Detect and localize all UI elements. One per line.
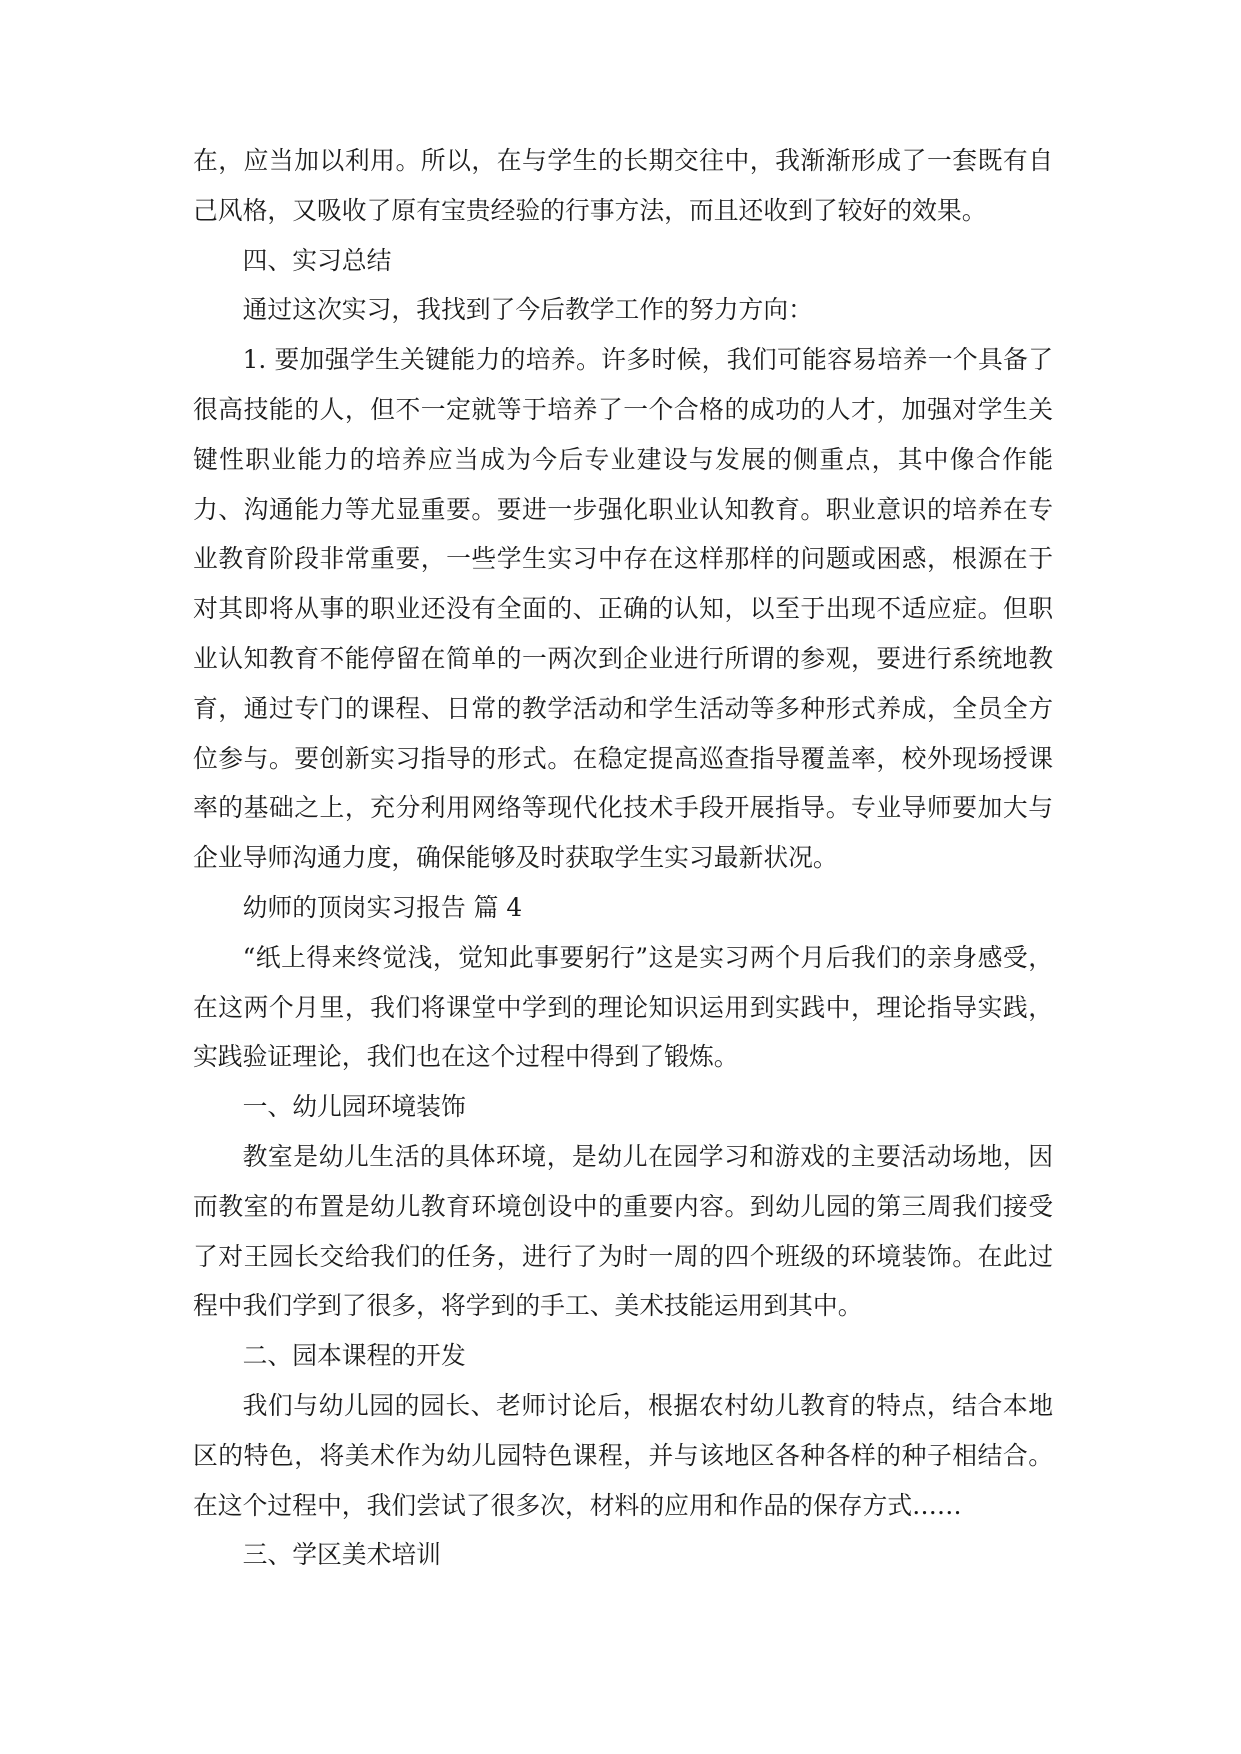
article-title-part-4: 幼师的顶岗实习报告 篇 4 [242,892,523,922]
section-heading-summary: 四、实习总结 [242,245,392,275]
document-body [193,136,1053,1580]
paragraph-classroom: 教室是幼儿生活的具体环境，是幼儿在园学习和游戏的主要活动场地，因而教室的布置是幼儿教育环境创设中的重要内容。到幼儿园的第三周我们接受了对王园长交给我们的任务，进行了为时一周的四个班级的环境装饰。在此过程中我们学到了很多，将学到的手工、美术技能运用到其中。 [193,1141,1053,1321]
paragraph-curriculum: 我们与幼儿园的园长、老师讨论后，根据农村幼儿教育的特点，结合本地区的特色，将美术作为幼儿园特色课程，并与该地区各种各样的种子相结合。在这个过程中，我们尝试了很多次，材料的应用和作品的保存方式…… [193,1390,1053,1520]
section-heading-environment: 一、幼儿园环境装饰 [242,1092,466,1122]
paragraph-intro-quote: “纸上得来终觉浅，觉知此事要躬行”这是实习两个月后我们的亲身感受，在这两个月里，我们将课堂中学到的理论知识运用到实践中，理论指导实践，实践验证理论，我们也在这个过程中得到了锻炼。 [193,942,1053,1072]
section-heading-curriculum: 二、园本课程的开发 [242,1341,466,1371]
paragraph-direction-intro: 通过这次实习，我找到了今后教学工作的努力方向： [242,295,813,325]
paragraph-key-abilities: 1. 要加强学生关键能力的培养。许多时候，我们可能容易培养一个具备了很高技能的人，但不一定就等于培养了一个合格的成功的人才，加强对学生关键性职业能力的培养应当成为今后专业建设与发展的侧重点，其中像合作能力、沟通能力等尤显重要。要进一步强化职业认知教育。职业意识的培养在专业教育阶段非常重要，一些学生实习中存在这样那样的问题或困惑，根源在于对其即将从事的职业还没有全面的、正确的认知，以至于出现不适应症。但职业认知教育不能停留在简单的一两次到企业进行所谓的参观，要进行系统地教育，通过专门的课程、日常的教学活动和学生活动等多种形式养成，全员全方位参与。要创新实习指导的形式。在稳定提高巡查指导覆盖率，校外现场授课率的基础之上，充分利用网络等现代化技术手段开展指导。专业导师要加大与企业导师沟通力度，确保能够及时获取学生实习最新状况。 [193,345,1053,873]
section-heading-art-training: 三、学区美术培训 [242,1540,441,1570]
paragraph-continuation: 在，应当加以利用。所以，在与学生的长期交往中，我渐渐形成了一套既有自己风格，又吸收了原有宝贵经验的行事方法，而且还收到了较好的效果。 [193,146,1053,225]
